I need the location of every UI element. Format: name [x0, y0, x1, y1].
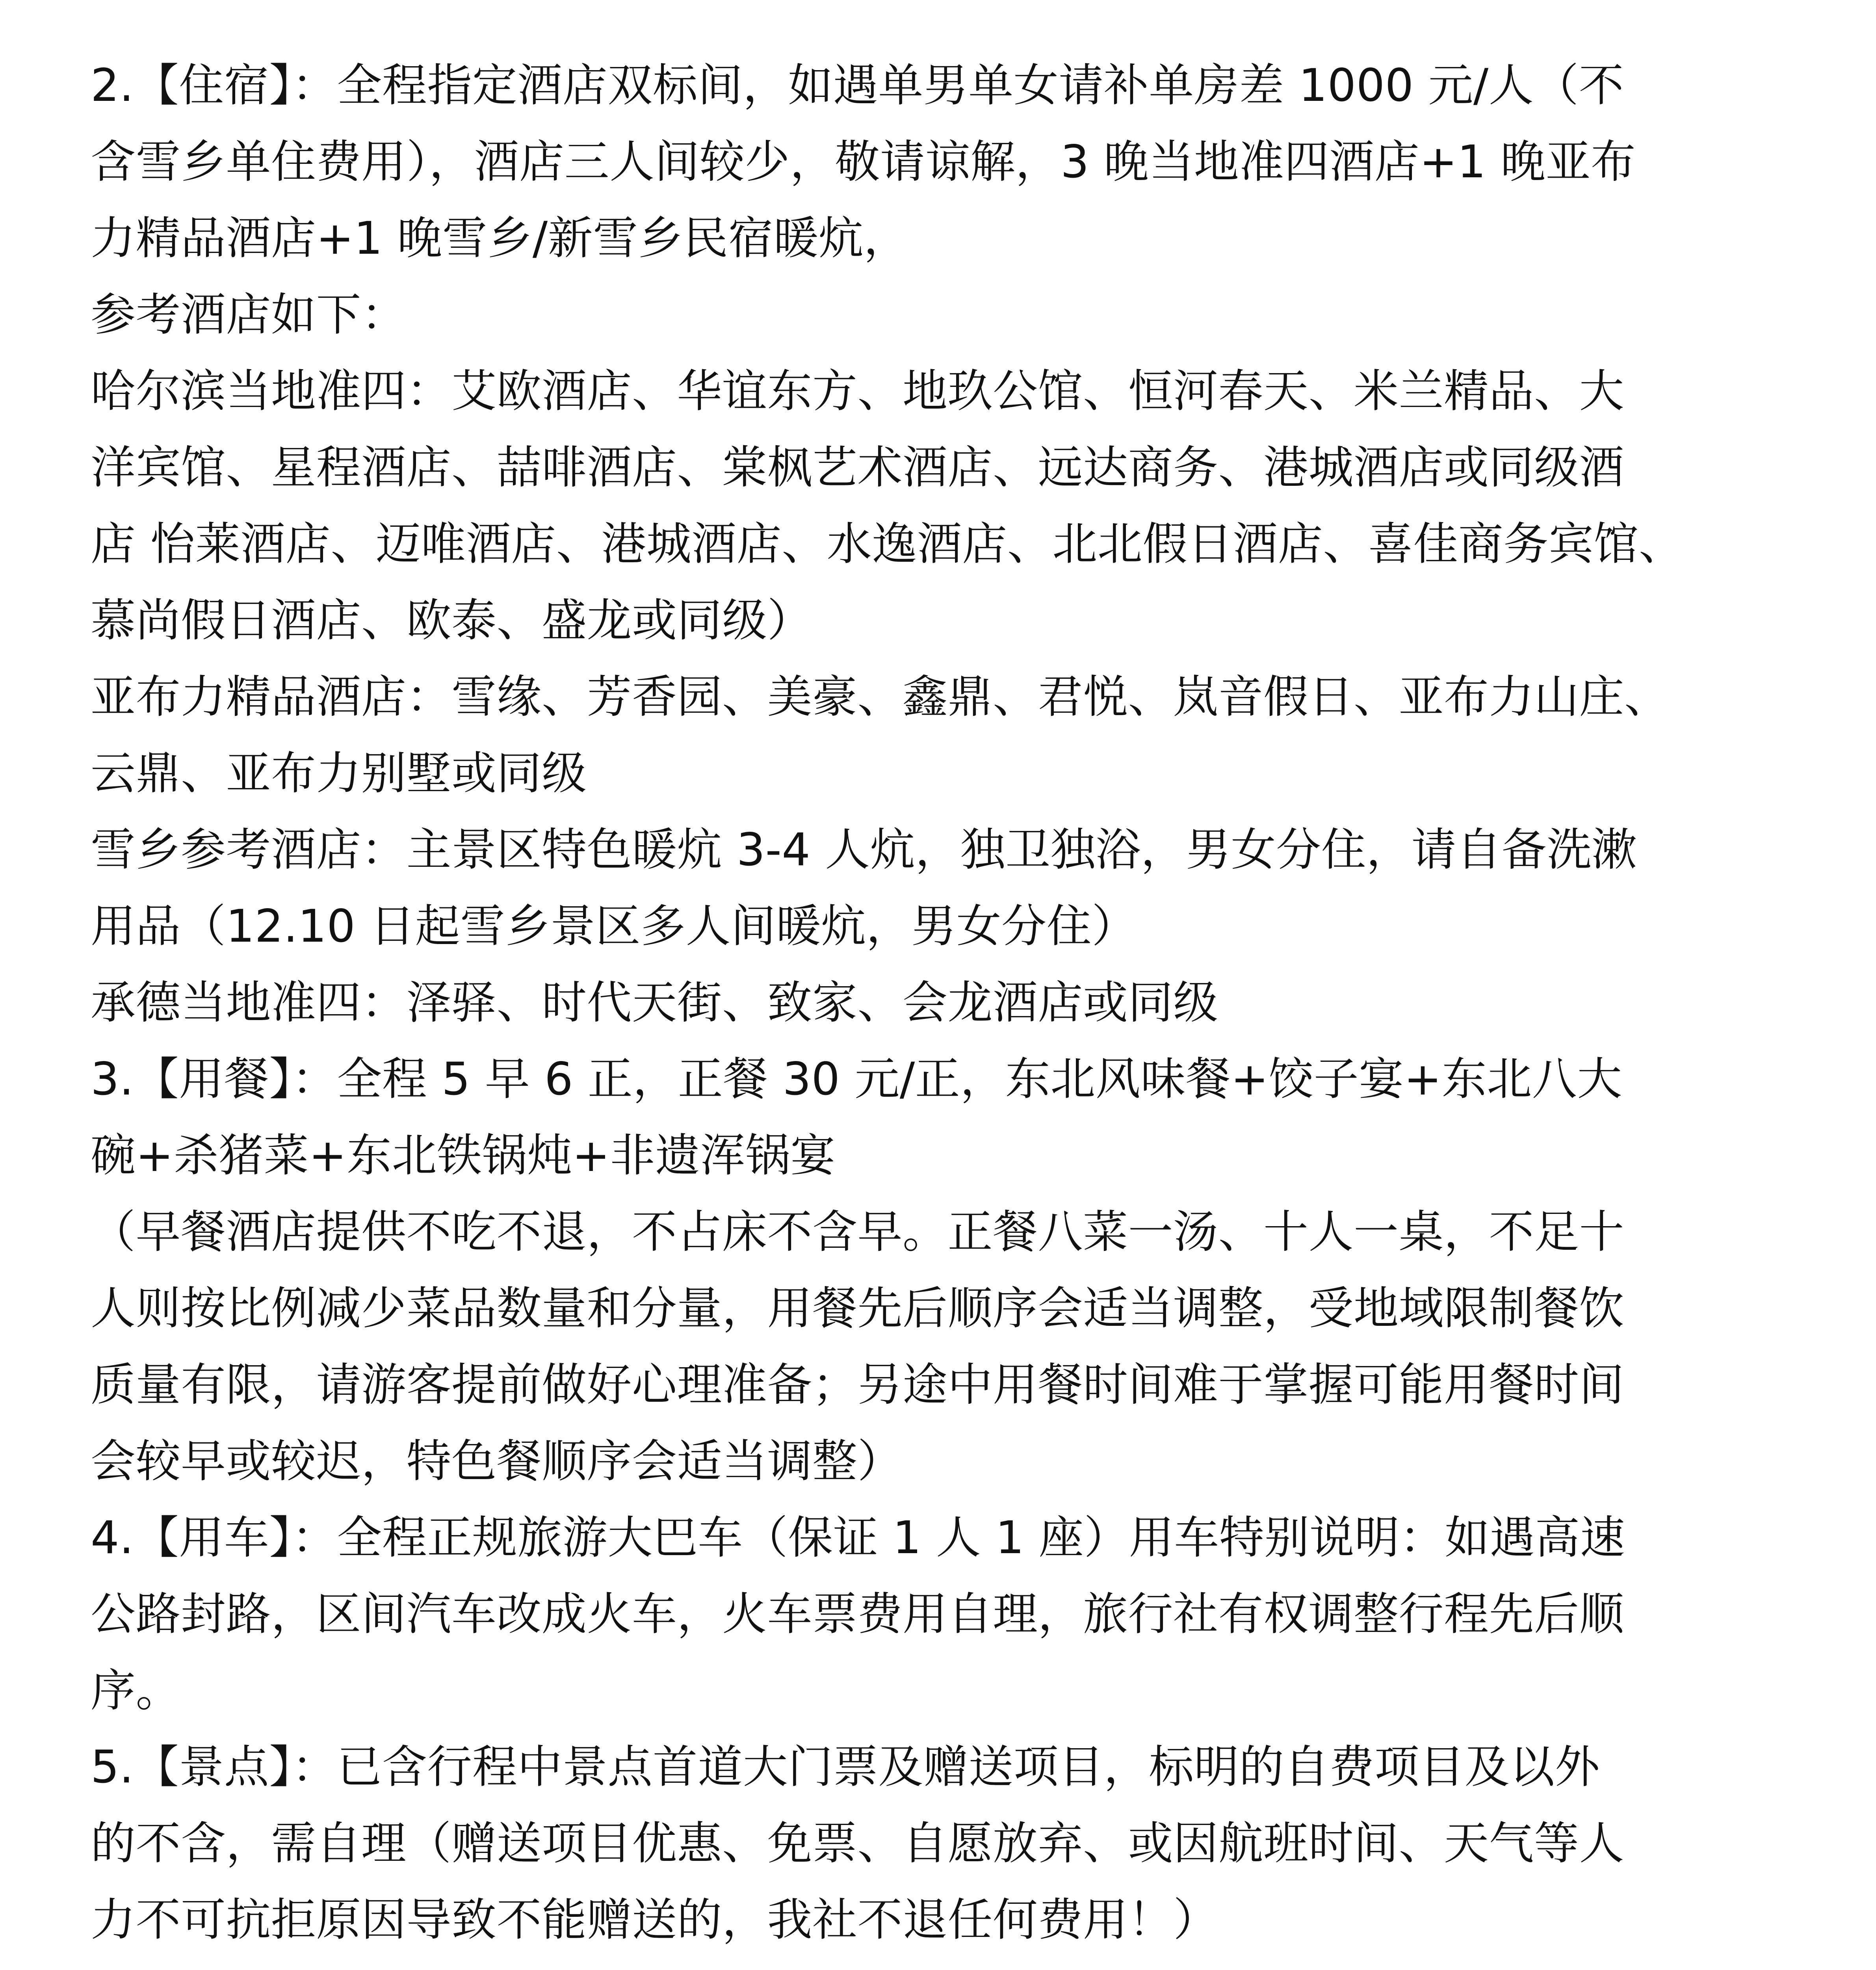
attractions-line-3: 力不可抗拒原因导致不能赠送的，我社不退任何费用！）: [91, 1894, 1218, 1946]
accommodation-line-1: 2.【住宿】：全程指定酒店双标间，如遇单男单女请补单房差 1000 元/人（不: [91, 59, 1624, 112]
yabuli-hotels-line-1: 亚布力精品酒店：雪缘、芳香园、美豪、鑫鼎、君悦、岚音假日、亚布力山庄、: [91, 671, 1670, 723]
guide-line: [91, 1958, 1816, 1970]
attractions-line-1: 5.【景点】：已含行程中景点首道大门票及赠送项目，标明的自费项目及以外: [91, 1741, 1600, 1793]
yabuli-hotels-line-2: 云鼎、亚布力别墅或同级: [91, 747, 587, 799]
accommodation-line-2: 含雪乡单住费用），酒店三人间较少，敬请谅解，3 晚当地准四酒店+1 晚亚布: [91, 136, 1636, 188]
meals-note-line-3: 质量有限，请游客提前做好心理准备；另途中用餐时间难于掌握可能用餐时间: [91, 1359, 1625, 1411]
harbin-hotels-line-4: 慕尚假日酒店、欧泰、盛龙或同级）: [91, 594, 813, 647]
harbin-hotels-line-1: 哈尔滨当地准四：艾欧酒店、华谊东方、地玖公馆、恒河春天、米兰精品、大: [91, 365, 1625, 417]
meals-note-line-1: （早餐酒店提供不吃不退，不占床不含早。正餐八菜一汤、十人一桌，不足十: [91, 1206, 1625, 1258]
meals-line-1: 3.【用餐】：全程 5 早 6 正，正餐 30 元/正，东北风味餐+饺子宴+东北八大: [91, 1053, 1622, 1105]
document-page: [91, 47, 1816, 1970]
meals-note-line-4: 会较早或较迟，特色餐顺序会适当调整）: [91, 1435, 903, 1487]
chengde-hotels-line: 承德当地准四：泽驿、时代天街、致家、会龙酒店或同级: [91, 976, 1218, 1029]
meals-line-2: 碗+杀猪菜+东北铁锅炖+非遗浑锅宴: [91, 1129, 836, 1182]
transport-line-3: 序。: [91, 1664, 181, 1717]
snow-town-hotels-line-1: 雪乡参考酒店：主景区特色暖炕 3-4 人炕，独卫独浴，男女分住，请自备洗漱: [91, 823, 1637, 876]
meals-note-line-2: 人则按比例减少菜品数量和分量，用餐先后顺序会适当调整，受地域限制餐饮: [91, 1282, 1625, 1334]
harbin-hotels-line-2: 洋宾馆、星程酒店、喆啡酒店、棠枫艺术酒店、远达商务、港城酒店或同级酒: [91, 441, 1625, 494]
accommodation-line-3: 力精品酒店+1 晚雪乡/新雪乡民宿暖炕，: [91, 212, 909, 264]
transport-line-2: 公路封路，区间汽车改成火车，火车票费用自理，旅行社有权调整行程先后顺: [91, 1588, 1625, 1640]
attractions-line-2: 的不含，需自理（赠送项目优惠、免票、自愿放弃、或因航班时间、天气等人: [91, 1817, 1625, 1870]
transport-line-1: 4.【用车】：全程正规旅游大巴车（保证 1 人 1 座）用车特别说明：如遇高速: [91, 1511, 1625, 1564]
reference-hotels-heading: 参考酒店如下：: [91, 288, 407, 341]
harbin-hotels-line-3: 店 怡莱酒店、迈唯酒店、港城酒店、水逸酒店、北北假日酒店、喜佳商务宾馆、: [91, 518, 1684, 570]
snow-town-hotels-line-2: 用品（12.10 日起雪乡景区多人间暖炕，男女分住）: [91, 900, 1137, 952]
